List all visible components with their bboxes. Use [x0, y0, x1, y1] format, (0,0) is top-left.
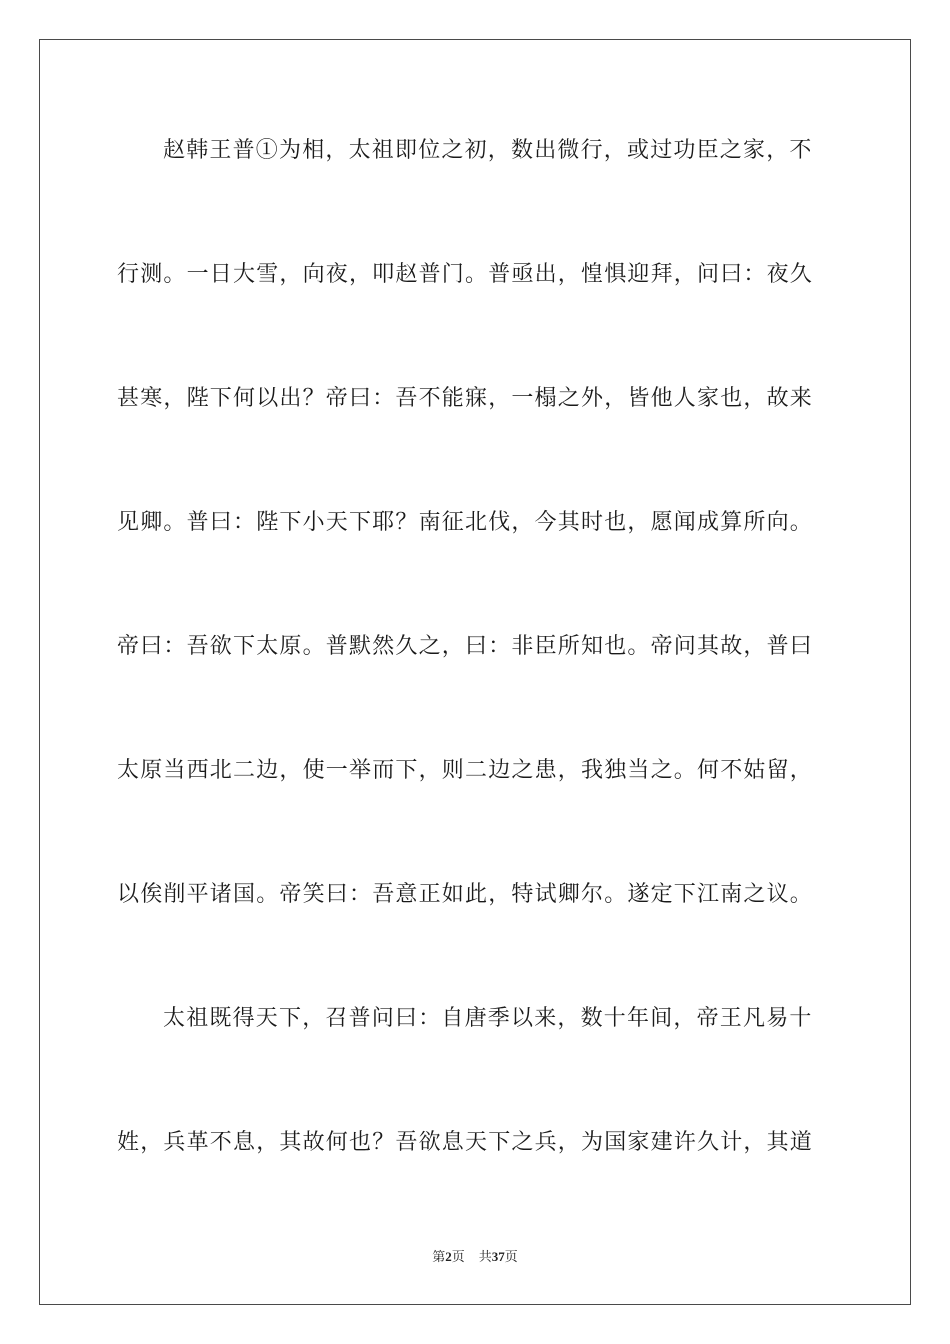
text-line-8: 太祖既得天下，召普问曰：自唐季以来，数十年间，帝王凡易十: [163, 1006, 813, 1031]
text-line-9: 姓，兵革不息，其故何也？吾欲息天下之兵，为国家建许久计，其道: [117, 1130, 814, 1155]
text-line-5: 帝曰：吾欲下太原。普默然久之，曰：非臣所知也。帝问其故，普曰: [117, 634, 814, 659]
text-line-3: 甚寒，陛下何以出？帝曰：吾不能寐，一榻之外，皆他人家也，故来: [117, 386, 814, 411]
text-line-2: 行测。一日大雪，向夜，叩赵普门。普亟出，惶惧迎拜，问曰：夜久: [117, 262, 814, 287]
page-footer: [0, 1248, 950, 1266]
text-line-1: 赵韩王普①为相，太祖即位之初，数出微行，或过功臣之家，不: [163, 138, 813, 163]
text-line-6: 太原当西北二边，使一举而下，则二边之患，我独当之。何不姑留，: [117, 758, 814, 783]
page-suffix: 页: [451, 1249, 465, 1264]
total-suffix: 页: [504, 1249, 518, 1264]
total-prefix: 共: [478, 1249, 492, 1264]
page-prefix: 第: [432, 1249, 446, 1264]
page-border: [39, 39, 911, 1305]
text-line-7: 以俟削平诸国。帝笑曰：吾意正如此，特试卿尔。遂定下江南之议。: [117, 882, 814, 907]
text-line-4: 见卿。普曰：陛下小天下耶？南征北伐，今其时也，愿闻成算所向。: [117, 510, 814, 535]
total-pages: 37: [491, 1249, 505, 1264]
page-number: 2: [445, 1249, 452, 1264]
